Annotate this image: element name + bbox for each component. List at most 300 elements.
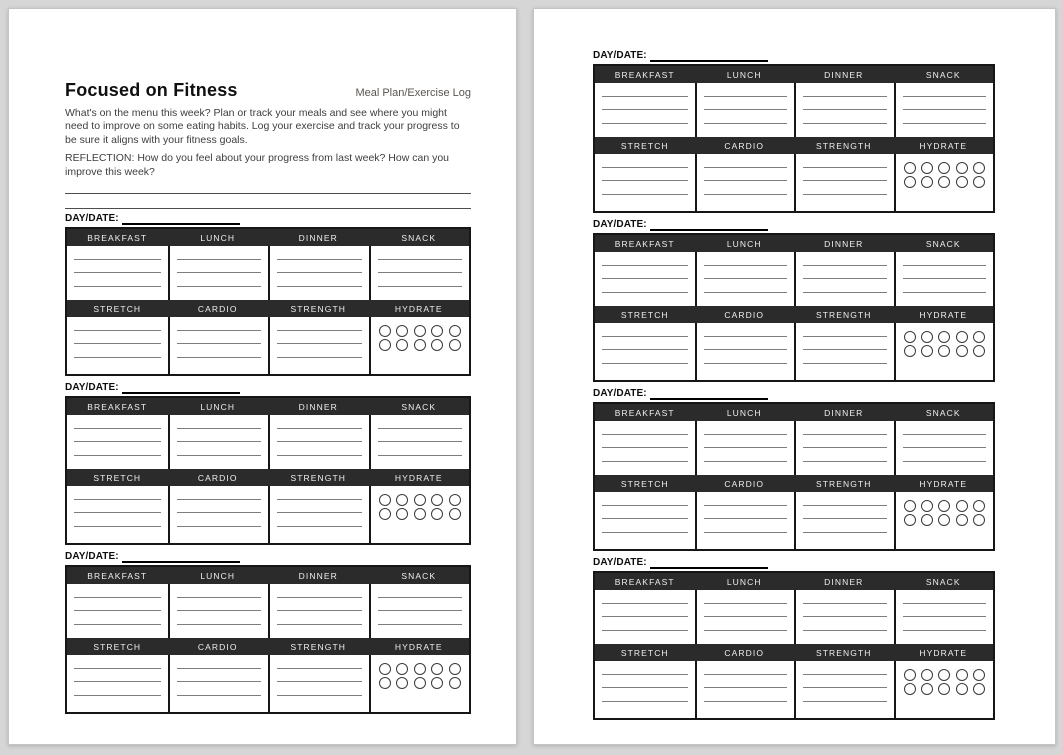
exercise-header-stretch: STRETCH: [595, 306, 695, 323]
document-subtitle: Meal Plan/Exercise Log: [355, 87, 471, 99]
hydrate-circle: [414, 508, 426, 520]
writing-line: [803, 604, 887, 617]
hydrate-tracker-cell: [894, 661, 994, 718]
cardio-entry-cell: [168, 317, 269, 374]
meal-entry-row: [595, 252, 993, 306]
day-date-label: DAY/DATE:: [65, 551, 119, 563]
writing-line: [704, 168, 788, 181]
writing-line: [74, 669, 161, 682]
hydrate-circle-row: [374, 339, 467, 351]
lunch-entry-cell: [168, 584, 269, 638]
writing-line: [177, 429, 262, 442]
exercise-header-cardio: CARDIO: [695, 644, 795, 661]
writing-line: [602, 337, 688, 350]
meal-header-lunch: LUNCH: [695, 66, 795, 83]
hydrate-circle: [938, 345, 950, 357]
writing-line: [74, 273, 161, 286]
exercise-header-strength: STRENGTH: [268, 638, 369, 655]
exercise-header-hydrate: HYDRATE: [894, 137, 994, 154]
writing-line: [602, 84, 688, 97]
meal-header-snack: SNACK: [894, 404, 994, 421]
day-date-blank-line: [650, 389, 768, 400]
snack-entry-cell: [894, 590, 994, 644]
meal-header-row: [67, 398, 469, 415]
exercise-header-row: [595, 137, 993, 154]
meal-header-lunch: LUNCH: [168, 398, 269, 415]
meal-header-breakfast: BREAKFAST: [595, 404, 695, 421]
hydrate-circle: [973, 331, 985, 343]
day-log-table: [593, 402, 995, 551]
day-date-row: [65, 551, 471, 563]
hydrate-circle: [973, 345, 985, 357]
meal-header-row: [595, 404, 993, 421]
writing-line: [602, 662, 688, 675]
writing-line: [803, 279, 887, 292]
hydrate-circle-row: [374, 494, 467, 506]
meal-header-breakfast: BREAKFAST: [595, 235, 695, 252]
writing-line: [903, 110, 987, 123]
writing-line: [803, 448, 887, 461]
hydrate-circle: [431, 677, 443, 689]
day-blocks-left: [65, 213, 471, 714]
writing-line: [277, 487, 362, 500]
writing-line: [704, 97, 788, 110]
hydrate-circle: [449, 677, 461, 689]
hydrate-circle: [414, 325, 426, 337]
day-date-row: [593, 388, 995, 400]
day-date-blank-line: [122, 383, 240, 394]
hydrate-circle-row: [899, 331, 991, 343]
exercise-header-hydrate: HYDRATE: [894, 306, 994, 323]
snack-entry-cell: [369, 415, 470, 469]
writing-line: [378, 442, 463, 455]
hydrate-circle: [956, 345, 968, 357]
meal-header-row: [67, 229, 469, 246]
writing-line: [602, 253, 688, 266]
meal-header-row: [595, 66, 993, 83]
writing-line: [704, 617, 788, 630]
writing-line: [378, 429, 463, 442]
writing-line: [602, 675, 688, 688]
meal-header-lunch: LUNCH: [168, 229, 269, 246]
meal-header-snack: SNACK: [894, 573, 994, 590]
meal-header-lunch: LUNCH: [695, 573, 795, 590]
hydrate-circle: [938, 162, 950, 174]
meal-entry-row: [595, 421, 993, 475]
stretch-entry-cell: [595, 323, 695, 380]
hydrate-tracker-cell: [369, 655, 470, 712]
reflection-writing-line: [65, 179, 471, 194]
hydrate-circle: [904, 176, 916, 188]
hydrate-circle: [921, 669, 933, 681]
hydrate-tracker-cell: [369, 317, 470, 374]
hydrate-circle: [396, 508, 408, 520]
breakfast-entry-cell: [595, 590, 695, 644]
breakfast-entry-cell: [67, 246, 168, 300]
writing-line: [602, 324, 688, 337]
writing-line: [803, 506, 887, 519]
strength-entry-cell: [794, 323, 894, 380]
lunch-entry-cell: [695, 421, 795, 475]
hydrate-circle: [904, 345, 916, 357]
writing-line: [277, 416, 362, 429]
hydrate-circle: [973, 669, 985, 681]
writing-line: [177, 611, 262, 624]
writing-line: [277, 429, 362, 442]
writing-line: [803, 617, 887, 630]
page-1: [8, 8, 517, 745]
stretch-entry-cell: [595, 154, 695, 211]
writing-line: [803, 519, 887, 532]
writing-line: [803, 253, 887, 266]
day-log-block: [593, 557, 995, 720]
meal-header-snack: SNACK: [369, 398, 470, 415]
hydrate-circle: [414, 677, 426, 689]
writing-line: [602, 688, 688, 701]
meal-header-snack: SNACK: [894, 235, 994, 252]
writing-line: [177, 487, 262, 500]
cardio-entry-cell: [695, 323, 795, 380]
exercise-header-hydrate: HYDRATE: [369, 638, 470, 655]
lunch-entry-cell: [695, 252, 795, 306]
hydrate-circle: [938, 669, 950, 681]
writing-line: [74, 598, 161, 611]
hydrate-circle: [921, 683, 933, 695]
hydrate-circle: [904, 683, 916, 695]
hydrate-circle: [904, 669, 916, 681]
hydrate-circle: [921, 345, 933, 357]
stretch-entry-cell: [595, 661, 695, 718]
writing-line: [704, 688, 788, 701]
exercise-header-cardio: CARDIO: [168, 469, 269, 486]
dinner-entry-cell: [794, 252, 894, 306]
meal-header-row: [595, 573, 993, 590]
hydrate-circle-row: [899, 162, 991, 174]
writing-line: [704, 155, 788, 168]
hydrate-circle: [396, 339, 408, 351]
exercise-header-row: [595, 306, 993, 323]
meal-header-breakfast: BREAKFAST: [595, 573, 695, 590]
hydrate-circle: [956, 162, 968, 174]
writing-line: [378, 598, 463, 611]
meal-header-lunch: LUNCH: [168, 567, 269, 584]
writing-line: [177, 416, 262, 429]
hydrate-circle: [956, 500, 968, 512]
writing-line: [277, 442, 362, 455]
writing-line: [602, 519, 688, 532]
hydrate-circle: [973, 514, 985, 526]
hydrate-circle: [973, 176, 985, 188]
writing-line: [602, 266, 688, 279]
meal-header-breakfast: BREAKFAST: [595, 66, 695, 83]
day-date-blank-line: [650, 558, 768, 569]
writing-line: [803, 266, 887, 279]
snack-entry-cell: [369, 584, 470, 638]
hydrate-circle: [379, 508, 391, 520]
writing-line: [177, 598, 262, 611]
writing-line: [74, 429, 161, 442]
writing-line: [602, 591, 688, 604]
hydrate-circle: [973, 683, 985, 695]
cardio-entry-cell: [695, 661, 795, 718]
exercise-header-cardio: CARDIO: [168, 638, 269, 655]
writing-line: [903, 253, 987, 266]
meal-header-dinner: DINNER: [268, 567, 369, 584]
exercise-header-stretch: STRETCH: [595, 475, 695, 492]
day-date-blank-line: [650, 51, 768, 62]
breakfast-entry-cell: [595, 252, 695, 306]
hydrate-circle: [921, 176, 933, 188]
writing-line: [602, 506, 688, 519]
day-date-row: [593, 219, 995, 231]
meal-header-dinner: DINNER: [794, 573, 894, 590]
exercise-header-cardio: CARDIO: [695, 306, 795, 323]
exercise-entry-row: [67, 486, 469, 543]
writing-line: [704, 662, 788, 675]
writing-line: [602, 422, 688, 435]
writing-line: [602, 168, 688, 181]
exercise-entry-row: [595, 492, 993, 549]
writing-line: [803, 662, 887, 675]
writing-line: [74, 487, 161, 500]
writing-line: [602, 493, 688, 506]
snack-entry-cell: [894, 252, 994, 306]
writing-line: [803, 110, 887, 123]
writing-line: [277, 585, 362, 598]
dinner-entry-cell: [268, 246, 369, 300]
writing-line: [903, 84, 987, 97]
writing-line: [602, 181, 688, 194]
day-log-block: [65, 382, 471, 545]
writing-line: [177, 585, 262, 598]
writing-line: [803, 84, 887, 97]
strength-entry-cell: [794, 661, 894, 718]
hydrate-circle: [379, 339, 391, 351]
hydrate-circle: [956, 331, 968, 343]
page-title: Focused on Fitness: [65, 80, 238, 100]
writing-line: [74, 331, 161, 344]
exercise-header-stretch: STRETCH: [67, 300, 168, 317]
meal-entry-row: [67, 415, 469, 469]
writing-line: [277, 331, 362, 344]
writing-line: [903, 448, 987, 461]
writing-line: [177, 318, 262, 331]
meal-header-row: [67, 567, 469, 584]
day-date-label: DAY/DATE:: [593, 219, 647, 230]
meal-header-dinner: DINNER: [268, 229, 369, 246]
writing-line: [277, 598, 362, 611]
exercise-header-strength: STRENGTH: [794, 644, 894, 661]
hydrate-circle: [449, 494, 461, 506]
day-date-row: [65, 382, 471, 394]
dinner-entry-cell: [794, 83, 894, 137]
writing-line: [277, 318, 362, 331]
hydrate-circle-row: [374, 677, 467, 689]
stretch-entry-cell: [67, 317, 168, 374]
hydrate-circle: [904, 331, 916, 343]
hydrate-circle: [396, 663, 408, 675]
lunch-entry-cell: [695, 590, 795, 644]
hydrate-circle: [921, 514, 933, 526]
hydrate-tracker-cell: [894, 154, 994, 211]
writing-line: [602, 617, 688, 630]
meal-entry-row: [595, 83, 993, 137]
hydrate-circle: [973, 162, 985, 174]
writing-line: [704, 604, 788, 617]
snack-entry-cell: [894, 83, 994, 137]
writing-line: [277, 669, 362, 682]
writing-line: [74, 500, 161, 513]
writing-line: [803, 337, 887, 350]
page-header: [65, 81, 471, 99]
writing-line: [704, 84, 788, 97]
writing-line: [277, 500, 362, 513]
exercise-header-row: [67, 469, 469, 486]
writing-line: [74, 260, 161, 273]
writing-line: [378, 273, 463, 286]
day-log-table: [65, 565, 471, 714]
writing-line: [602, 435, 688, 448]
writing-line: [602, 110, 688, 123]
writing-line: [704, 435, 788, 448]
day-date-row: [593, 557, 995, 569]
writing-line: [704, 350, 788, 363]
hydrate-circle-row: [374, 325, 467, 337]
writing-line: [803, 675, 887, 688]
hydrate-circle: [396, 325, 408, 337]
writing-line: [704, 448, 788, 461]
exercise-header-cardio: CARDIO: [695, 475, 795, 492]
hydrate-tracker-cell: [894, 323, 994, 380]
exercise-header-cardio: CARDIO: [695, 137, 795, 154]
writing-line: [903, 279, 987, 292]
writing-line: [74, 656, 161, 669]
hydrate-circle: [396, 494, 408, 506]
day-log-table: [593, 64, 995, 213]
meal-entry-row: [595, 590, 993, 644]
dinner-entry-cell: [794, 421, 894, 475]
intro-text: What's on the menu this week? Plan or track your meals and see where you might need to improve on some eating habits. Log your exercise and track your progress to be sure it aligns with your fitness goals.: [65, 107, 460, 146]
hydrate-circle: [904, 514, 916, 526]
meal-header-breakfast: BREAKFAST: [67, 567, 168, 584]
writing-line: [803, 324, 887, 337]
writing-line: [177, 442, 262, 455]
writing-line: [704, 675, 788, 688]
writing-line: [903, 604, 987, 617]
hydrate-circle: [956, 514, 968, 526]
exercise-header-strength: STRENGTH: [794, 137, 894, 154]
meal-header-snack: SNACK: [369, 229, 470, 246]
writing-line: [803, 350, 887, 363]
writing-line: [704, 422, 788, 435]
dinner-entry-cell: [794, 590, 894, 644]
hydrate-circle: [938, 331, 950, 343]
day-date-label: DAY/DATE:: [593, 50, 647, 61]
cardio-entry-cell: [168, 486, 269, 543]
exercise-entry-row: [595, 154, 993, 211]
meal-header-dinner: DINNER: [794, 66, 894, 83]
writing-line: [74, 611, 161, 624]
meal-header-breakfast: BREAKFAST: [67, 398, 168, 415]
hydrate-circle: [379, 663, 391, 675]
meal-header-lunch: LUNCH: [695, 404, 795, 421]
hydrate-circle-row: [899, 500, 991, 512]
hydrate-circle: [431, 508, 443, 520]
snack-entry-cell: [369, 246, 470, 300]
writing-line: [277, 656, 362, 669]
page-2: [533, 8, 1056, 745]
day-date-label: DAY/DATE:: [65, 213, 119, 225]
strength-entry-cell: [268, 317, 369, 374]
writing-line: [602, 350, 688, 363]
writing-line: [704, 324, 788, 337]
exercise-entry-row: [67, 655, 469, 712]
exercise-header-stretch: STRETCH: [67, 469, 168, 486]
day-date-blank-line: [122, 214, 240, 225]
writing-line: [602, 448, 688, 461]
writing-line: [903, 435, 987, 448]
exercise-header-stretch: STRETCH: [595, 137, 695, 154]
hydrate-tracker-cell: [369, 486, 470, 543]
exercise-entry-row: [67, 317, 469, 374]
hydrate-circle: [921, 162, 933, 174]
writing-line: [803, 591, 887, 604]
exercise-header-row: [67, 300, 469, 317]
writing-line: [602, 279, 688, 292]
writing-line: [602, 97, 688, 110]
writing-line: [378, 585, 463, 598]
day-blocks-right: [593, 50, 995, 720]
writing-line: [903, 617, 987, 630]
writing-line: [277, 247, 362, 260]
stretch-entry-cell: [67, 655, 168, 712]
lunch-entry-cell: [168, 246, 269, 300]
day-log-block: [65, 213, 471, 376]
writing-line: [704, 266, 788, 279]
writing-line: [903, 97, 987, 110]
exercise-header-row: [595, 475, 993, 492]
meal-entry-row: [67, 246, 469, 300]
hydrate-circle: [431, 494, 443, 506]
day-log-table: [65, 227, 471, 376]
day-log-block: [593, 50, 995, 213]
exercise-entry-row: [595, 323, 993, 380]
hydrate-circle: [379, 494, 391, 506]
meal-header-breakfast: BREAKFAST: [67, 229, 168, 246]
hydrate-circle: [431, 339, 443, 351]
writing-line: [903, 591, 987, 604]
exercise-header-stretch: STRETCH: [67, 638, 168, 655]
exercise-header-strength: STRENGTH: [268, 300, 369, 317]
day-date-label: DAY/DATE:: [65, 382, 119, 394]
writing-line: [602, 155, 688, 168]
exercise-header-row: [595, 644, 993, 661]
writing-line: [177, 260, 262, 273]
day-log-table: [593, 233, 995, 382]
hydrate-circle-row: [899, 514, 991, 526]
day-log-table: [65, 396, 471, 545]
hydrate-circle: [904, 500, 916, 512]
hydrate-circle: [431, 663, 443, 675]
strength-entry-cell: [794, 492, 894, 549]
writing-line: [903, 266, 987, 279]
lunch-entry-cell: [695, 83, 795, 137]
hydrate-circle-row: [899, 176, 991, 188]
writing-line: [803, 181, 887, 194]
writing-line: [277, 682, 362, 695]
hydrate-circle: [921, 500, 933, 512]
hydrate-circle: [396, 677, 408, 689]
